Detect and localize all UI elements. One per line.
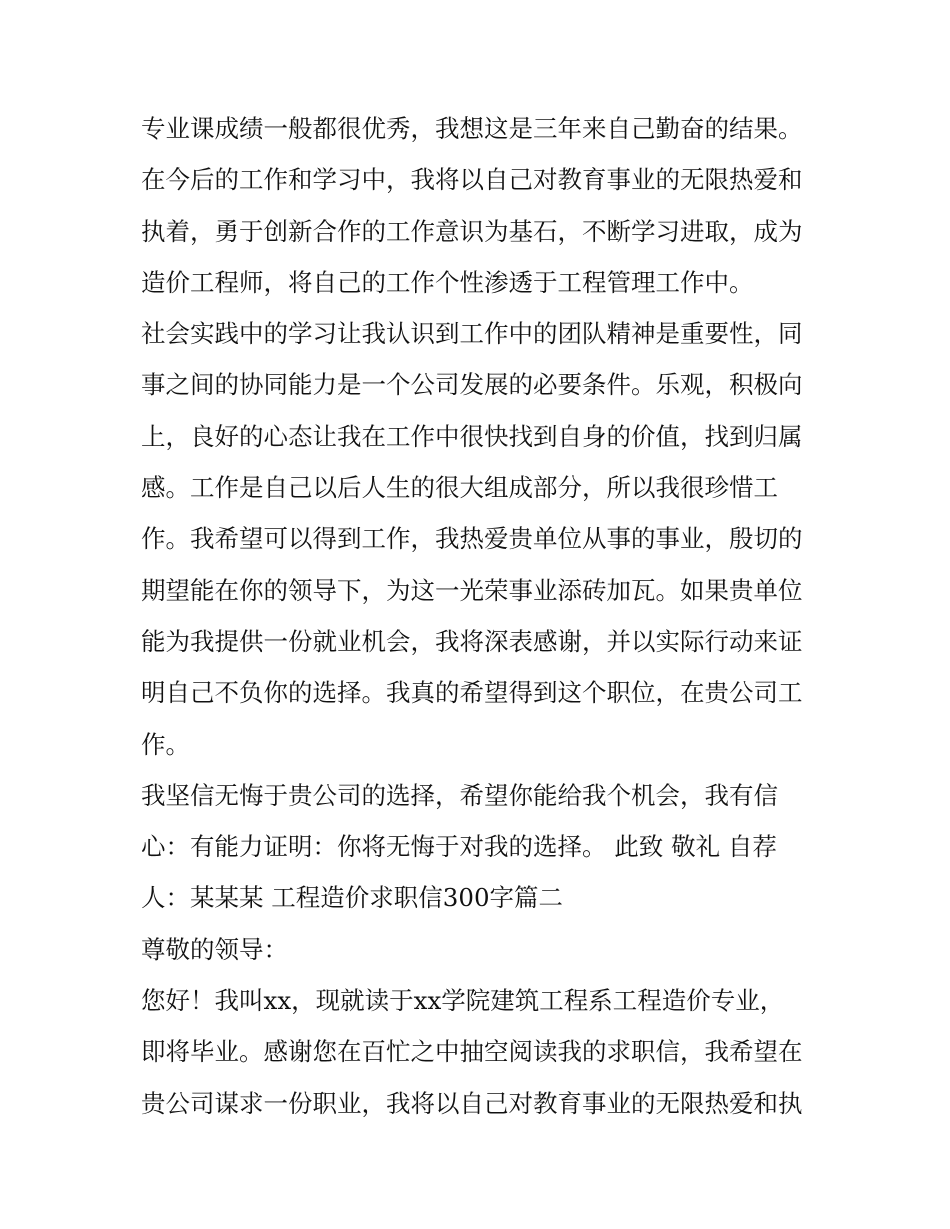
- text-line: 作。: [141, 729, 190, 759]
- text-line: 即将毕业。感谢您在百忙之中抽空阅读我的求职信，我希望在: [141, 1037, 803, 1067]
- text-line: 人：某某某 工程造价求职信300字篇二: [141, 883, 564, 913]
- text-line: 我坚信无悔于贵公司的选择，希望你能给我个机会，我有信: [141, 780, 778, 810]
- text-line: 心：有能力证明：你将无悔于对我的选择。 此致 敬礼 自荐: [141, 832, 777, 862]
- text-line: 感。工作是自己以后人生的很大组成部分，所以我很珍惜工: [141, 473, 778, 503]
- text-line: 贵公司谋求一份职业，我将以自己对教育事业的无限热爱和执: [141, 1088, 803, 1118]
- text-line: 作。我希望可以得到工作，我热爱贵单位从事的事业，殷切的: [141, 524, 803, 554]
- greeting-line: 尊敬的领导：: [141, 934, 288, 964]
- letter-body: [141, 103, 821, 1129]
- text-line: 能为我提供一份就业机会，我将深表感谢，并以实际行动来证: [141, 626, 803, 656]
- text-line: 期望能在你的领导下，为这一光荣事业添砖加瓦。如果贵单位: [141, 575, 803, 605]
- text-line: 您好！我叫xx，现就读于xx学院建筑工程系工程造价专业，: [141, 986, 785, 1016]
- text-line: 上，良好的心态让我在工作中很快找到自身的价值，找到归属: [141, 421, 803, 451]
- text-line: 事之间的协同能力是一个公司发展的必要条件。乐观，积极向: [141, 370, 803, 400]
- text-line: 明自己不负你的选择。我真的希望得到这个职位，在贵公司工: [141, 678, 803, 708]
- text-line: 社会实践中的学习让我认识到工作中的团队精神是重要性，同: [141, 319, 803, 349]
- text-line: 在今后的工作和学习中，我将以自己对教育事业的无限热爱和: [141, 165, 803, 195]
- text-line: 造价工程师，将自己的工作个性渗透于工程管理工作中。: [141, 267, 754, 297]
- text-line: 专业课成绩一般都很优秀，我想这是三年来自己勤奋的结果。: [141, 114, 803, 143]
- text-line: 执着，勇于创新合作的工作意识为基石，不断学习进取，成为: [141, 216, 803, 246]
